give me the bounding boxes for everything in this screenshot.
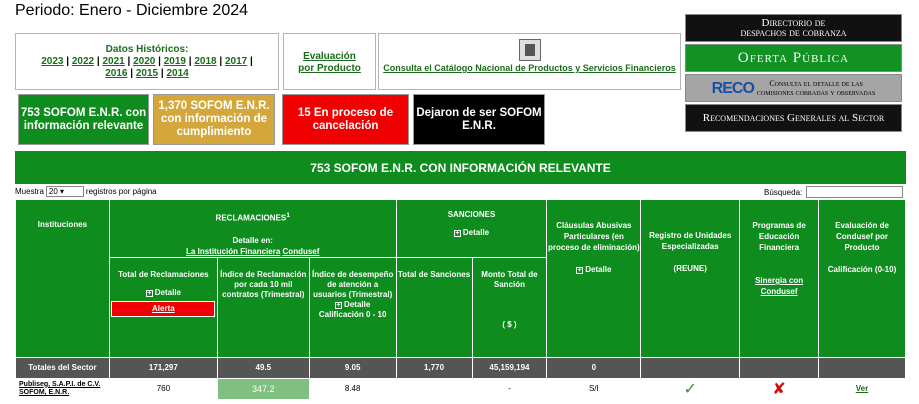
year-link-2022[interactable]: 2022 — [71, 56, 95, 67]
cross-icon: ✘ — [772, 380, 786, 398]
recomendaciones-label: Recomendaciones Generales al Sector — [702, 112, 885, 124]
check-icon: ✓ — [683, 380, 697, 398]
totals-empty-3 — [819, 357, 906, 378]
oferta-publica-button[interactable] — [685, 44, 902, 72]
historical-title: Datos Históricos: — [105, 44, 189, 55]
reco-button[interactable] — [685, 74, 902, 102]
historical-years: 2023 | 2022 | 2021 | 2020 | 2019 | 2018 | 2017 | 2016 | 2015 | 2014 — [41, 56, 253, 79]
row-sanciones — [396, 378, 472, 399]
catalogo-label: Consulta el Catálogo Nacional de Productos y Servicios Financieros — [383, 63, 676, 73]
row-programas — [740, 378, 819, 399]
evaluacion-producto-link[interactable] — [283, 33, 376, 90]
detalle-en-label: Detalle en: — [232, 235, 273, 245]
totals-label: Totales del Sector — [16, 357, 110, 378]
totals-sanciones: 1,770 — [396, 357, 472, 378]
col-indice-reclamacion: Índice de Reclamación por cada 10 mil contratos (Trimestral) — [217, 257, 309, 357]
period-title: Periodo: Enero - Diciembre 2024 — [15, 2, 249, 19]
totals-empty-1 — [641, 357, 740, 378]
evaluacion-label-1: Evaluación — [303, 51, 356, 62]
historical-data-box — [15, 33, 279, 90]
directorio-label-1: Directorio de — [761, 17, 826, 29]
status-box-cancelacion[interactable]: 15 En proceso de cancelación — [282, 94, 409, 145]
totals-indice: 49.5 — [217, 357, 309, 378]
col-monto-sancion: Monto Total de Sanción ( $ ) — [472, 257, 547, 357]
year-link-2018[interactable]: 2018 — [194, 56, 217, 67]
status-box-cumplimiento[interactable]: 1,370 SOFOM E.N.R. con información de cumplimiento — [153, 94, 275, 145]
status-box-dejaron[interactable]: Dejaron de ser SOFOM E.N.R. — [413, 94, 545, 145]
year-link-2014[interactable]: 2014 — [166, 68, 189, 79]
year-link-2021[interactable]: 2021 — [102, 56, 125, 67]
col-total-sanciones: Total de Sanciones — [396, 257, 472, 357]
catalog-logo-icon — [519, 39, 541, 61]
sofom-table — [15, 199, 906, 400]
col-instituciones: Instituciones — [16, 200, 110, 358]
row-monto: - — [472, 378, 547, 399]
row-clausulas: S/I — [547, 378, 641, 399]
row-reune — [641, 378, 740, 399]
table-row — [16, 378, 906, 399]
row-reclamaciones: 760 — [109, 378, 217, 399]
evaluacion-label-2: por Producto — [298, 63, 361, 74]
col-evaluacion: Evaluación de Condusef por Producto Calificación (0-10) — [819, 200, 906, 358]
totals-row — [16, 357, 906, 378]
row-indice: 347.2 — [217, 378, 309, 399]
year-link-2020[interactable]: 2020 — [133, 56, 156, 67]
muestra-suffix: registros por página — [85, 187, 157, 196]
year-link-2019[interactable]: 2019 — [163, 56, 186, 67]
status-box-relevante[interactable]: 753 SOFOM E.N.R. con información relevante — [18, 94, 149, 145]
col-sanciones: SANCIONES + Detalle — [396, 200, 547, 258]
section-banner: 753 SOFOM E.N.R. CON INFORMACIÓN RELEVANTE — [15, 151, 906, 184]
institution-link[interactable]: Publiseg, S.A.P.I. de C.V. SOFOM, E.N.R. — [16, 378, 110, 399]
catalogo-link[interactable] — [378, 33, 681, 90]
col-indice-desempeno: Índice de desempeño de atención a usuarios (Trimestral) + Detalle Calificación 0 - 10 — [309, 257, 396, 357]
totals-clausulas: 0 — [547, 357, 641, 378]
search-label: Búsqueda: — [764, 187, 803, 197]
directorio-label-2: despachos de cobranza — [740, 27, 847, 39]
totals-empty-2 — [740, 357, 819, 378]
totals-monto: 45,159,194 — [472, 357, 547, 378]
desempeno-detalle-toggle[interactable]: + Detalle — [336, 299, 371, 309]
page-size-control — [15, 186, 157, 197]
muestra-prefix: Muestra — [15, 187, 44, 196]
col-programas: Programas de Educación Financiera Sinergia con Condusef — [740, 200, 819, 358]
clausulas-detalle-toggle[interactable]: + Detalle — [577, 265, 612, 274]
totals-desempeno: 9.05 — [309, 357, 396, 378]
year-link-2023[interactable]: 2023 — [41, 56, 64, 67]
page-size-select[interactable]: 20 ▾ — [46, 186, 84, 197]
col-registro: Registro de Unidades Especializadas (REUNE) — [641, 200, 740, 358]
sinergia-link[interactable]: Sinergia con Condusef — [755, 276, 804, 296]
detalle-condusef-link[interactable]: Condusef — [282, 246, 320, 256]
year-link-2017[interactable]: 2017 — [224, 56, 248, 67]
recomendaciones-button[interactable] — [685, 104, 902, 132]
reco-label-2: comisiones cobradas y observadas — [756, 88, 876, 97]
alerta-button[interactable]: Alerta — [111, 301, 215, 317]
search-control — [764, 186, 903, 198]
ver-link[interactable]: Ver — [855, 384, 869, 394]
row-evaluacion — [819, 378, 906, 399]
year-link-2016[interactable]: 2016 — [105, 68, 128, 79]
row-desempeno: 8.48 — [309, 378, 396, 399]
col-reclamaciones: RECLAMACIONES$^1$ Detalle en: La Institución Financiera Condusef — [109, 200, 396, 258]
reclamaciones-detalle-toggle[interactable]: + Detalle — [147, 287, 181, 297]
reco-logo-icon: RECO — [711, 79, 754, 97]
oferta-label: Oferta Pública — [737, 49, 850, 66]
col-total-reclamaciones: Total de Reclamaciones + Detalle Alerta — [109, 257, 217, 357]
search-input[interactable] — [806, 186, 903, 198]
reco-label-1: Consulta el detalle de las — [769, 79, 863, 88]
directorio-despachos-button[interactable] — [685, 14, 902, 42]
totals-reclamaciones: 171,297 — [109, 357, 217, 378]
year-link-2015[interactable]: 2015 — [135, 68, 159, 79]
detalle-institucion-link[interactable]: La Institución Financiera — [186, 246, 281, 256]
sanciones-detalle-toggle[interactable]: + Detalle — [455, 228, 490, 237]
col-clausulas: Cláusulas Abusivas Particulares (en proceso de eliminación) + Detalle — [547, 200, 641, 358]
